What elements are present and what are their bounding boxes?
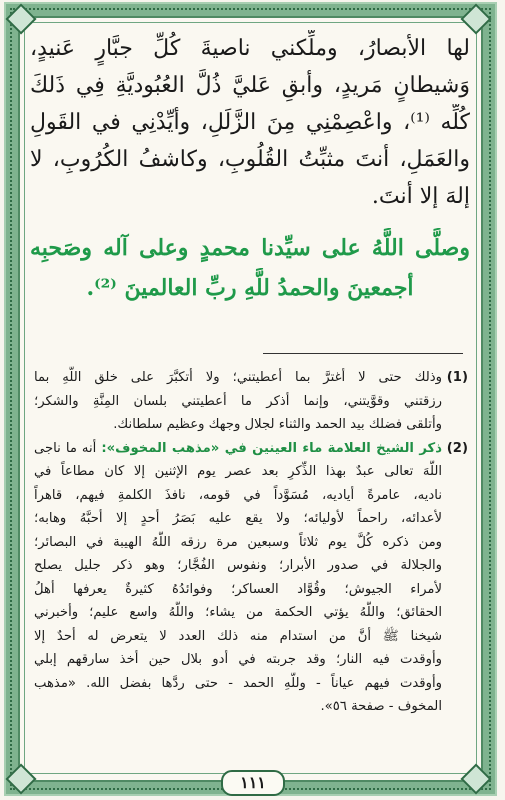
- footnote-text: أنه ما ناجى: [34, 440, 97, 456]
- footnote-text: رزقتني وقوَّيتني، وإنما أذكر ما أعطيتني بلسان المِنَّةِ والشكر؛: [34, 393, 442, 409]
- footnote-line: [34, 531, 468, 555]
- footnote-text: وأتلقى فضلك بيد الحمد والثناء لجلال وجهك وعظيم سلطانك.: [113, 417, 442, 432]
- footnote-line: [34, 625, 468, 649]
- page-number: ١١١: [221, 770, 285, 796]
- footnote-text: لأعدائه، راحماً لأوليائه؛ ولا يقع عليه بَصَرُ أحدٍ إلا أحبَّهُ وهابه؛: [34, 511, 442, 526]
- footnote-text: والجلالة في صدور الأبرار؛ ونفوس الفُجَّار؛ وهو ذكر جليل يصلح: [34, 558, 442, 573]
- footnote-text: وذلك حتى لا أغترَّ بما أعطيتني؛ ولا أتكبَّرَ على خلق اللَّهِ بما: [34, 370, 442, 385]
- footnote-text: لأمراء الجيوش؛ وقُوَّاد العساكر؛ وفوائدُهُ كثيرةٌ يعرفها أهلُ: [34, 581, 442, 597]
- footnote-text: ناديه، عامرةً أياديه، مُسَوَّداً في قومه، نافذَ الكلمةِ فيهم، قاهراً: [34, 487, 442, 503]
- footnote-text: المخوف - صفحة ٥٦».: [320, 699, 442, 714]
- main-text-line: وَشيطانٍ مَريدٍ، وأبقِ عَليَّ ذُلَّ العُبُوديَّةِ فِي ذَلكَ: [30, 73, 470, 98]
- main-text: [30, 30, 470, 215]
- footnote-heading: ذكر الشيخ العلامة ماء العينين في «مذهب المخوف»:: [101, 440, 442, 456]
- main-text-line: إلهَ إلا أنتَ.: [371, 184, 470, 209]
- prayer-line: وصلَّى اللَّهُ على سيِّدنا محمدٍ وعلى آله وصَحبِه: [30, 235, 470, 261]
- footnotes: [34, 366, 468, 719]
- footnote-separator: [263, 353, 463, 354]
- footnote-line: [34, 413, 468, 437]
- footnote-line: [34, 648, 468, 672]
- footnote-number: (2): [446, 440, 468, 456]
- footnote-line: [34, 460, 468, 484]
- footnote-line: [34, 507, 468, 531]
- main-text-line: لها الأبصارُ، وملِّكني ناصيةَ كُلِّ جبَّارٍ عَنيدٍ،: [30, 36, 470, 61]
- footnote-text: وأوقدت فيه النار؛ وقد جربته في أدو بلال حين أخذ سارقهم إبلي: [34, 652, 442, 667]
- footnote-line: [34, 390, 468, 414]
- footnote-line: [34, 484, 468, 508]
- footnote-text: وأوقدت فيهم عياناً - وللَّهِ الحمد - حتى ردَّها بفضل الله. «مذهب: [34, 675, 442, 691]
- footnote-line: [34, 366, 468, 390]
- footnote-text: ومن ذكره كُلَّ يوم ثلاثاً وسبعين مرة رزقه اللَّهُ الهيبة في البصائر؛: [34, 534, 442, 550]
- footnote-text: الحقائق؛ واللَّهُ يؤتي الحكمة من يشاء؛ واللَّهُ واسع عليم؛ وأخبرني: [34, 605, 442, 620]
- footnote-text: اللَّهَ تعالى عبدٌ بهذا الذِّكرِ بعد عصر يوم الإثنين إلا كان مطاعاً في: [34, 464, 442, 479]
- prayer-line: أجمعينَ والحمدُ للَّهِ ربِّ العالمينَ ⁽²⁾.: [86, 275, 414, 301]
- footnote-number: (1): [446, 370, 468, 385]
- footnote-line: [34, 601, 468, 625]
- footnote-text: شيخنا ﷺ أنَّ من استدام منه ذلك العدد لا يتعرض له أحدٌ إلا: [34, 628, 442, 644]
- closing-prayer: [30, 228, 470, 308]
- footnote-line: [34, 437, 468, 461]
- main-text-line: والعَمَلِ، أنتَ مثبِّتُ القُلُوبِ، وكاشفُ الكُرُوبِ، لا: [30, 147, 470, 172]
- main-text-line: كُلِّه ⁽¹⁾، واعْصِمْنِي مِنَ الزَّلَلِ، وأيِّدْنِي في القَولِ: [30, 110, 470, 135]
- footnote-line: [34, 554, 468, 578]
- footnote-line: [34, 672, 468, 696]
- footnote-line: [34, 578, 468, 602]
- footnote-line: [34, 695, 468, 719]
